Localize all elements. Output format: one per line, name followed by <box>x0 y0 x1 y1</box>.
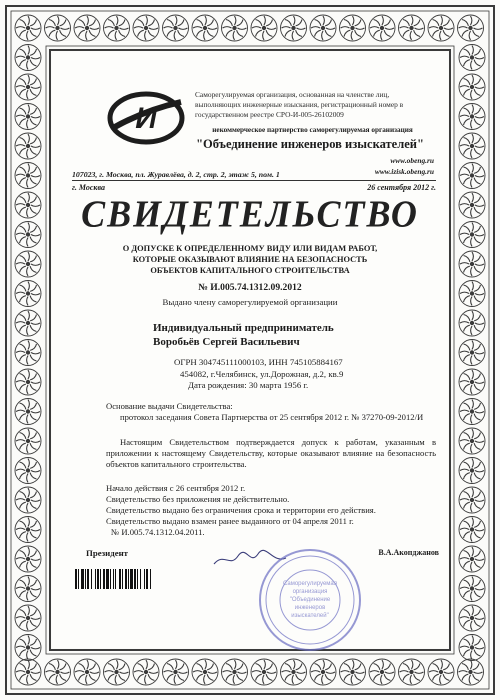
barcode-bar <box>137 569 138 589</box>
barcode-bar <box>110 569 111 589</box>
border-ornament <box>163 659 189 685</box>
barcode-bar <box>113 569 114 589</box>
border-ornament <box>458 15 484 41</box>
basis-text: протокол заседания Совета Партнерства от 25 сентября 2012 г. № 37270-09-2012/И <box>120 412 424 422</box>
border-ornament <box>281 659 307 685</box>
holder-type: Индивидуальный предприниматель <box>153 322 334 334</box>
border-ornament <box>74 15 100 41</box>
border-ornament <box>459 546 485 572</box>
border-ornament <box>15 399 41 425</box>
border-ornament <box>428 15 454 41</box>
barcode-bar <box>75 569 77 589</box>
border-ornament <box>251 659 277 685</box>
border-ornament <box>15 458 41 484</box>
barcode-bar <box>134 569 136 589</box>
border-ornament <box>15 369 41 395</box>
holder-address: 454082, г.Челябинск, ул.Дорожная, д.2, кв.9 <box>180 368 344 379</box>
border-ornament <box>15 605 41 631</box>
border-ornament <box>428 659 454 685</box>
border-ornament <box>15 659 41 685</box>
border-ornament <box>133 15 159 41</box>
barcode-bar <box>95 569 96 589</box>
subtitle-line: О ДОПУСКЕ К ОПРЕДЕЛЕННОМУ ВИДУ ИЛИ ВИДАМ РАБОТ, <box>122 244 378 253</box>
barcode-bar <box>97 569 99 589</box>
issue-place: г. Москва <box>72 183 105 192</box>
border-ornament <box>15 635 41 661</box>
border-ornament <box>340 15 366 41</box>
basis-block <box>106 401 436 423</box>
subtitle-line: ОБЪЕКТОВ КАПИТАЛЬНОГО СТРОИТЕЛЬСТВА <box>150 266 350 275</box>
border-ornament <box>15 310 41 336</box>
organization-name: "Объединение инженеров изыскателей" <box>196 137 424 151</box>
issued-to-label: Выдано члену саморегулируемой организации <box>162 297 338 307</box>
stamp-line: изыскателей" <box>291 613 329 619</box>
border-ornament <box>15 340 41 366</box>
barcode <box>73 568 201 590</box>
border-ornament <box>15 104 41 130</box>
validity-line: № И.005.74.1312.04.2011. <box>111 527 205 537</box>
border-ornament <box>192 15 218 41</box>
barcode-bar <box>100 569 101 589</box>
border-ornament <box>222 15 248 41</box>
website-secondary: www.izisk.obeng.ru <box>374 167 434 176</box>
partnership-label: некоммерческое партнерство саморегулируемая организация <box>212 126 413 134</box>
border-ornament <box>104 659 130 685</box>
barcode-bar <box>140 569 141 589</box>
barcode-bar <box>144 569 145 589</box>
border-ornament <box>15 428 41 454</box>
certificate-subtitle <box>90 243 410 276</box>
holder-block <box>153 322 413 349</box>
organization-stamp <box>255 545 365 655</box>
border-ornament <box>340 659 366 685</box>
barcode-bar <box>78 569 79 589</box>
border-ornament <box>459 458 485 484</box>
certificate-number: № И.005.74.1312.09.2012 <box>198 282 302 293</box>
border-ornament <box>459 222 485 248</box>
border-ornament <box>458 659 484 685</box>
certificate-title: СВИДЕТЕЛЬСТВО <box>81 193 419 235</box>
header-divider <box>72 180 436 181</box>
barcode-bar <box>150 569 151 589</box>
border-ornament <box>459 281 485 307</box>
signer-name: В.А.Акопджанов <box>378 548 439 557</box>
border-ornament <box>459 133 485 159</box>
holder-birth-date: Дата рождения: 30 марта 1956 г. <box>188 380 309 390</box>
barcode-bar <box>130 569 133 589</box>
border-ornament <box>74 659 100 685</box>
border-ornament <box>399 15 425 41</box>
organization-logo <box>105 88 187 148</box>
stamp-line: Саморегулируемая <box>282 581 338 587</box>
border-ornament <box>459 163 485 189</box>
barcode-bar <box>119 569 121 589</box>
border-ornament <box>459 399 485 425</box>
barcode-bar <box>85 569 86 589</box>
border-ornament <box>459 428 485 454</box>
border-ornament <box>310 15 336 41</box>
barcode-bar <box>125 569 127 589</box>
border-ornament <box>15 74 41 100</box>
validity-line: Свидетельство выдано без ограничения срока и территории его действия. <box>106 505 376 515</box>
border-ornament <box>133 659 159 685</box>
border-ornament <box>310 659 336 685</box>
signature-position: Президент <box>86 548 128 558</box>
subtitle-line: КОТОРЫЕ ОКАЗЫВАЮТ ВЛИЯНИЕ НА БЕЗОПАСНОСТЬ <box>132 255 368 264</box>
holder-name: Воробьёв Сергей Васильевич <box>153 335 300 348</box>
validity-block <box>106 483 436 538</box>
border-ornament <box>369 15 395 41</box>
border-ornament <box>281 15 307 41</box>
border-ornament <box>15 517 41 543</box>
barcode-bar <box>115 569 116 589</box>
border-ornament <box>222 659 248 685</box>
barcode-bar <box>87 569 89 589</box>
validity-line: Свидетельство выдано взамен ранее выданного от 04 апреля 2011 г. <box>106 516 354 526</box>
border-ornament <box>459 251 485 277</box>
border-ornament <box>15 576 41 602</box>
border-ornament <box>459 74 485 100</box>
issue-date: 26 сентября 2012 г. <box>367 183 436 192</box>
border-ornament <box>192 659 218 685</box>
border-ornament <box>459 104 485 130</box>
border-ornament <box>459 517 485 543</box>
border-ornament <box>15 546 41 572</box>
border-ornament <box>15 281 41 307</box>
stamp-line: организация <box>292 589 328 595</box>
border-ornament <box>15 45 41 71</box>
border-ornament <box>45 15 71 41</box>
logo-letter: И <box>135 102 157 135</box>
border-ornament <box>251 15 277 41</box>
border-ornament <box>399 659 425 685</box>
border-ornament <box>15 487 41 513</box>
border-ornament <box>459 310 485 336</box>
holder-ogrn: ОГРН 304745111000103, ИНН 745105884167 <box>174 357 343 367</box>
border-ornament <box>459 192 485 218</box>
border-ornament <box>45 659 71 685</box>
border-ornament <box>459 576 485 602</box>
barcode-bar <box>146 569 148 589</box>
border-ornament <box>15 192 41 218</box>
border-ornament <box>15 133 41 159</box>
border-ornament <box>15 163 41 189</box>
border-ornament <box>459 45 485 71</box>
holder-details <box>174 357 414 392</box>
barcode-bar <box>91 569 92 589</box>
border-ornament <box>459 635 485 661</box>
border-ornament <box>15 251 41 277</box>
organization-description: Саморегулируемая организация, основанная на членстве лиц, выполняющих инженерные изыскания, регистрационный номер в государственном реестре СРО-И-005-26102009 <box>195 90 404 119</box>
border-ornament <box>459 605 485 631</box>
barcode-bar <box>81 569 84 589</box>
barcode-bar <box>128 569 129 589</box>
website-primary: www.obeng.ru <box>390 156 434 165</box>
border-ornament <box>459 487 485 513</box>
barcode-bar <box>106 569 109 589</box>
border-ornament <box>459 340 485 366</box>
border-ornament <box>15 222 41 248</box>
border-ornament <box>104 15 130 41</box>
organization-address: 107023, г. Москва, пл. Журавлёва, д. 2, стр. 2, этаж 5, пом. 1 <box>72 170 280 179</box>
validity-line: Свидетельство без приложения не действительно. <box>106 494 290 504</box>
border-ornament <box>369 659 395 685</box>
stamp-line: инженеров <box>294 605 326 611</box>
border-ornament <box>15 15 41 41</box>
border-ornament <box>459 369 485 395</box>
confirmation-text: Настоящим Свидетельством подтверждается допуск к работам, указанным в приложении к настоящему Свидетельству, которые оказывают влияние на безопасность объектов капитального строительства. <box>106 437 436 469</box>
border-ornament <box>163 15 189 41</box>
barcode-bar <box>122 569 123 589</box>
stamp-line: "Объединение <box>289 597 331 603</box>
barcode-bar <box>103 569 105 589</box>
basis-label: Основание выдачи Свидетельства: <box>106 401 233 411</box>
validity-line: Начало действия с 26 сентября 2012 г. <box>106 483 246 493</box>
